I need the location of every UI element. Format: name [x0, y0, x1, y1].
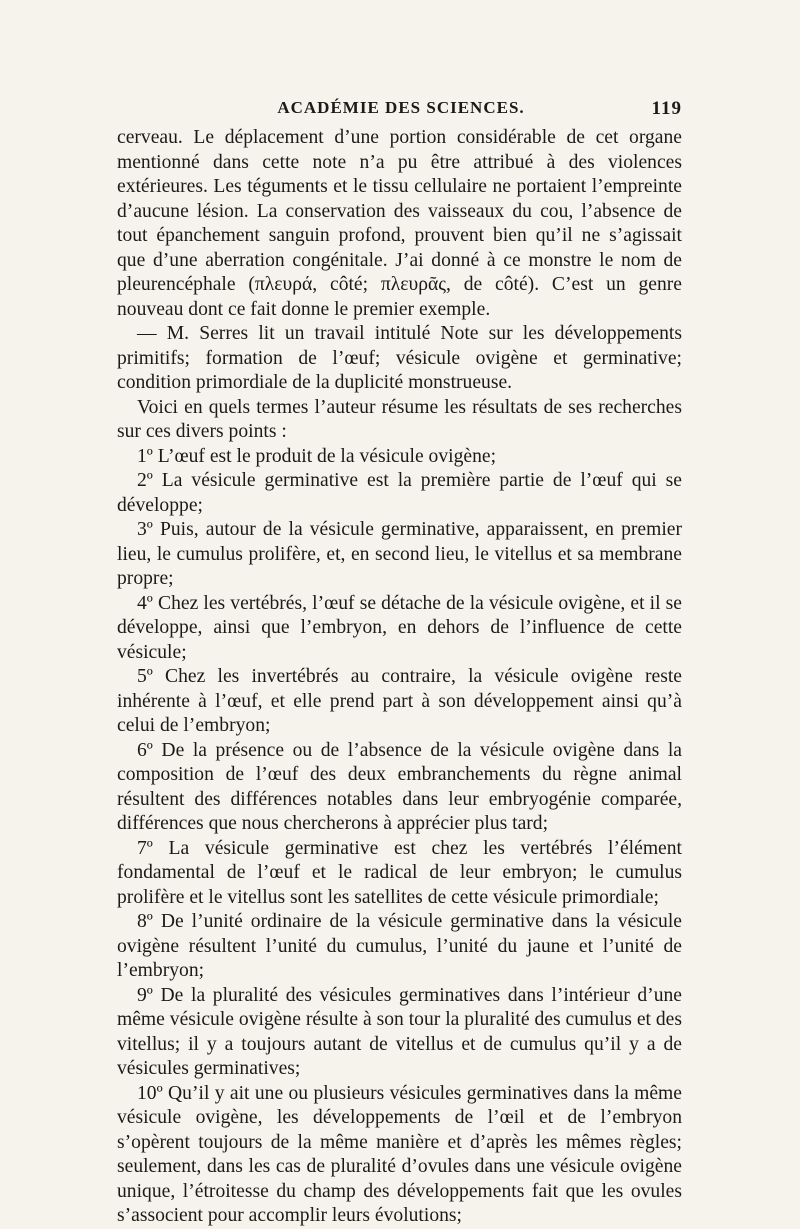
list-item-4: 4º Chez les vertébrés, l’œuf se détache de la vésicule ovigène, et il se développe, ainsi que l’embryon, en dehors de l’influence de cette vésicule; — [117, 592, 682, 663]
header-title: ACADÉMIE DES SCIENCES. — [277, 98, 525, 117]
running-header — [120, 98, 682, 122]
list-item-7: 7º La vésicule germinative est chez les vertébrés l’élément fondamental de l’œuf et le radical de leur embryon; le cumulus prolifère et le vitellus sont les satellites de cette vésicule primordiale; — [117, 837, 682, 908]
paragraph-serres: — M. Serres lit un travail intitulé Note sur les développements primitifs; formation de l’œuf; vésicule ovigène et germinative; condition primordiale de la duplicité monstrueuse. — [117, 323, 682, 393]
page-number: 119 — [651, 98, 682, 119]
list-item-3: 3º Puis, autour de la vésicule germinative, apparaissent, en premier lieu, le cumulus prolifère, et, en second lieu, le vitellus et sa membrane propre; — [117, 519, 682, 589]
paragraph-intro: Voici en quels termes l’auteur résume les résultats de ses recherches sur ces divers points : — [117, 396, 682, 442]
list-item-1: 1º L’œuf est le produit de la vésicule ovigène; — [137, 445, 497, 467]
list-item-5: 5º Chez les invertébrés au contraire, la vésicule ovigène reste inhérente à l’œuf, et elle prend part à son développement ainsi qu’à celui de l’embryon; — [117, 666, 682, 736]
list-item-6: 6º De la présence ou de l’absence de la vésicule ovigène dans la composition de l’œuf des deux embranchements du règne animal résultent des différences notables dans leur embryogénie comparée, différences que nous chercherons à apprécier plus tard; — [117, 739, 682, 834]
list-item-10: 10º Qu’il y ait une ou plusieurs vésicules germinatives dans la même vésicule ovigène, les développements de l’œil et de l’embryon s’opèrent toujours de la même manière et d’après les mêmes règles; seulement, dans les cas de pluralité d’ovules dans une vésicule ovigène unique, l’étroitesse du champ des développements fait que les ovules s’associent pour accomplir leurs évolutions; — [117, 1082, 682, 1226]
paragraph-continuation: cerveau. Le déplacement d’une portion considérable de cet organe mentionné dans cette note n’a pu être attribué à des violences extérieures. Les téguments et le tissu cellulaire ne portaient l’empreinte d’aucune lésion. La conservation des vaisseaux du cou, l’absence de tout épanchement sanguin profond, prouvent bien qu’il ne s’agissait que d’une aberration congénitale. J’ai donné à ce monstre le nom de pleurencéphale (πλευρά, côté; πλευρᾶς, de côté). C’est un genre nouveau dont ce fait donne le premier exemple. — [117, 127, 682, 320]
body-text — [117, 126, 682, 1229]
list-item-9: 9º De la pluralité des vésicules germinatives dans l’intérieur d’une même vésicule ovigène résulte à son tour la pluralité des cumulus et des vitellus; il y a toujours autant de vitellus et de cumulus qu’il y a de vésicules germinatives; — [117, 984, 682, 1079]
list-item-8: 8º De l’unité ordinaire de la vésicule germinative dans la vésicule ovigène résultent l’unité du cumulus, l’unité du jaune et l’unité de l’embryon; — [117, 911, 682, 981]
list-item-2: 2º La vésicule germinative est la première partie de l’œuf qui se développe; — [117, 470, 682, 516]
